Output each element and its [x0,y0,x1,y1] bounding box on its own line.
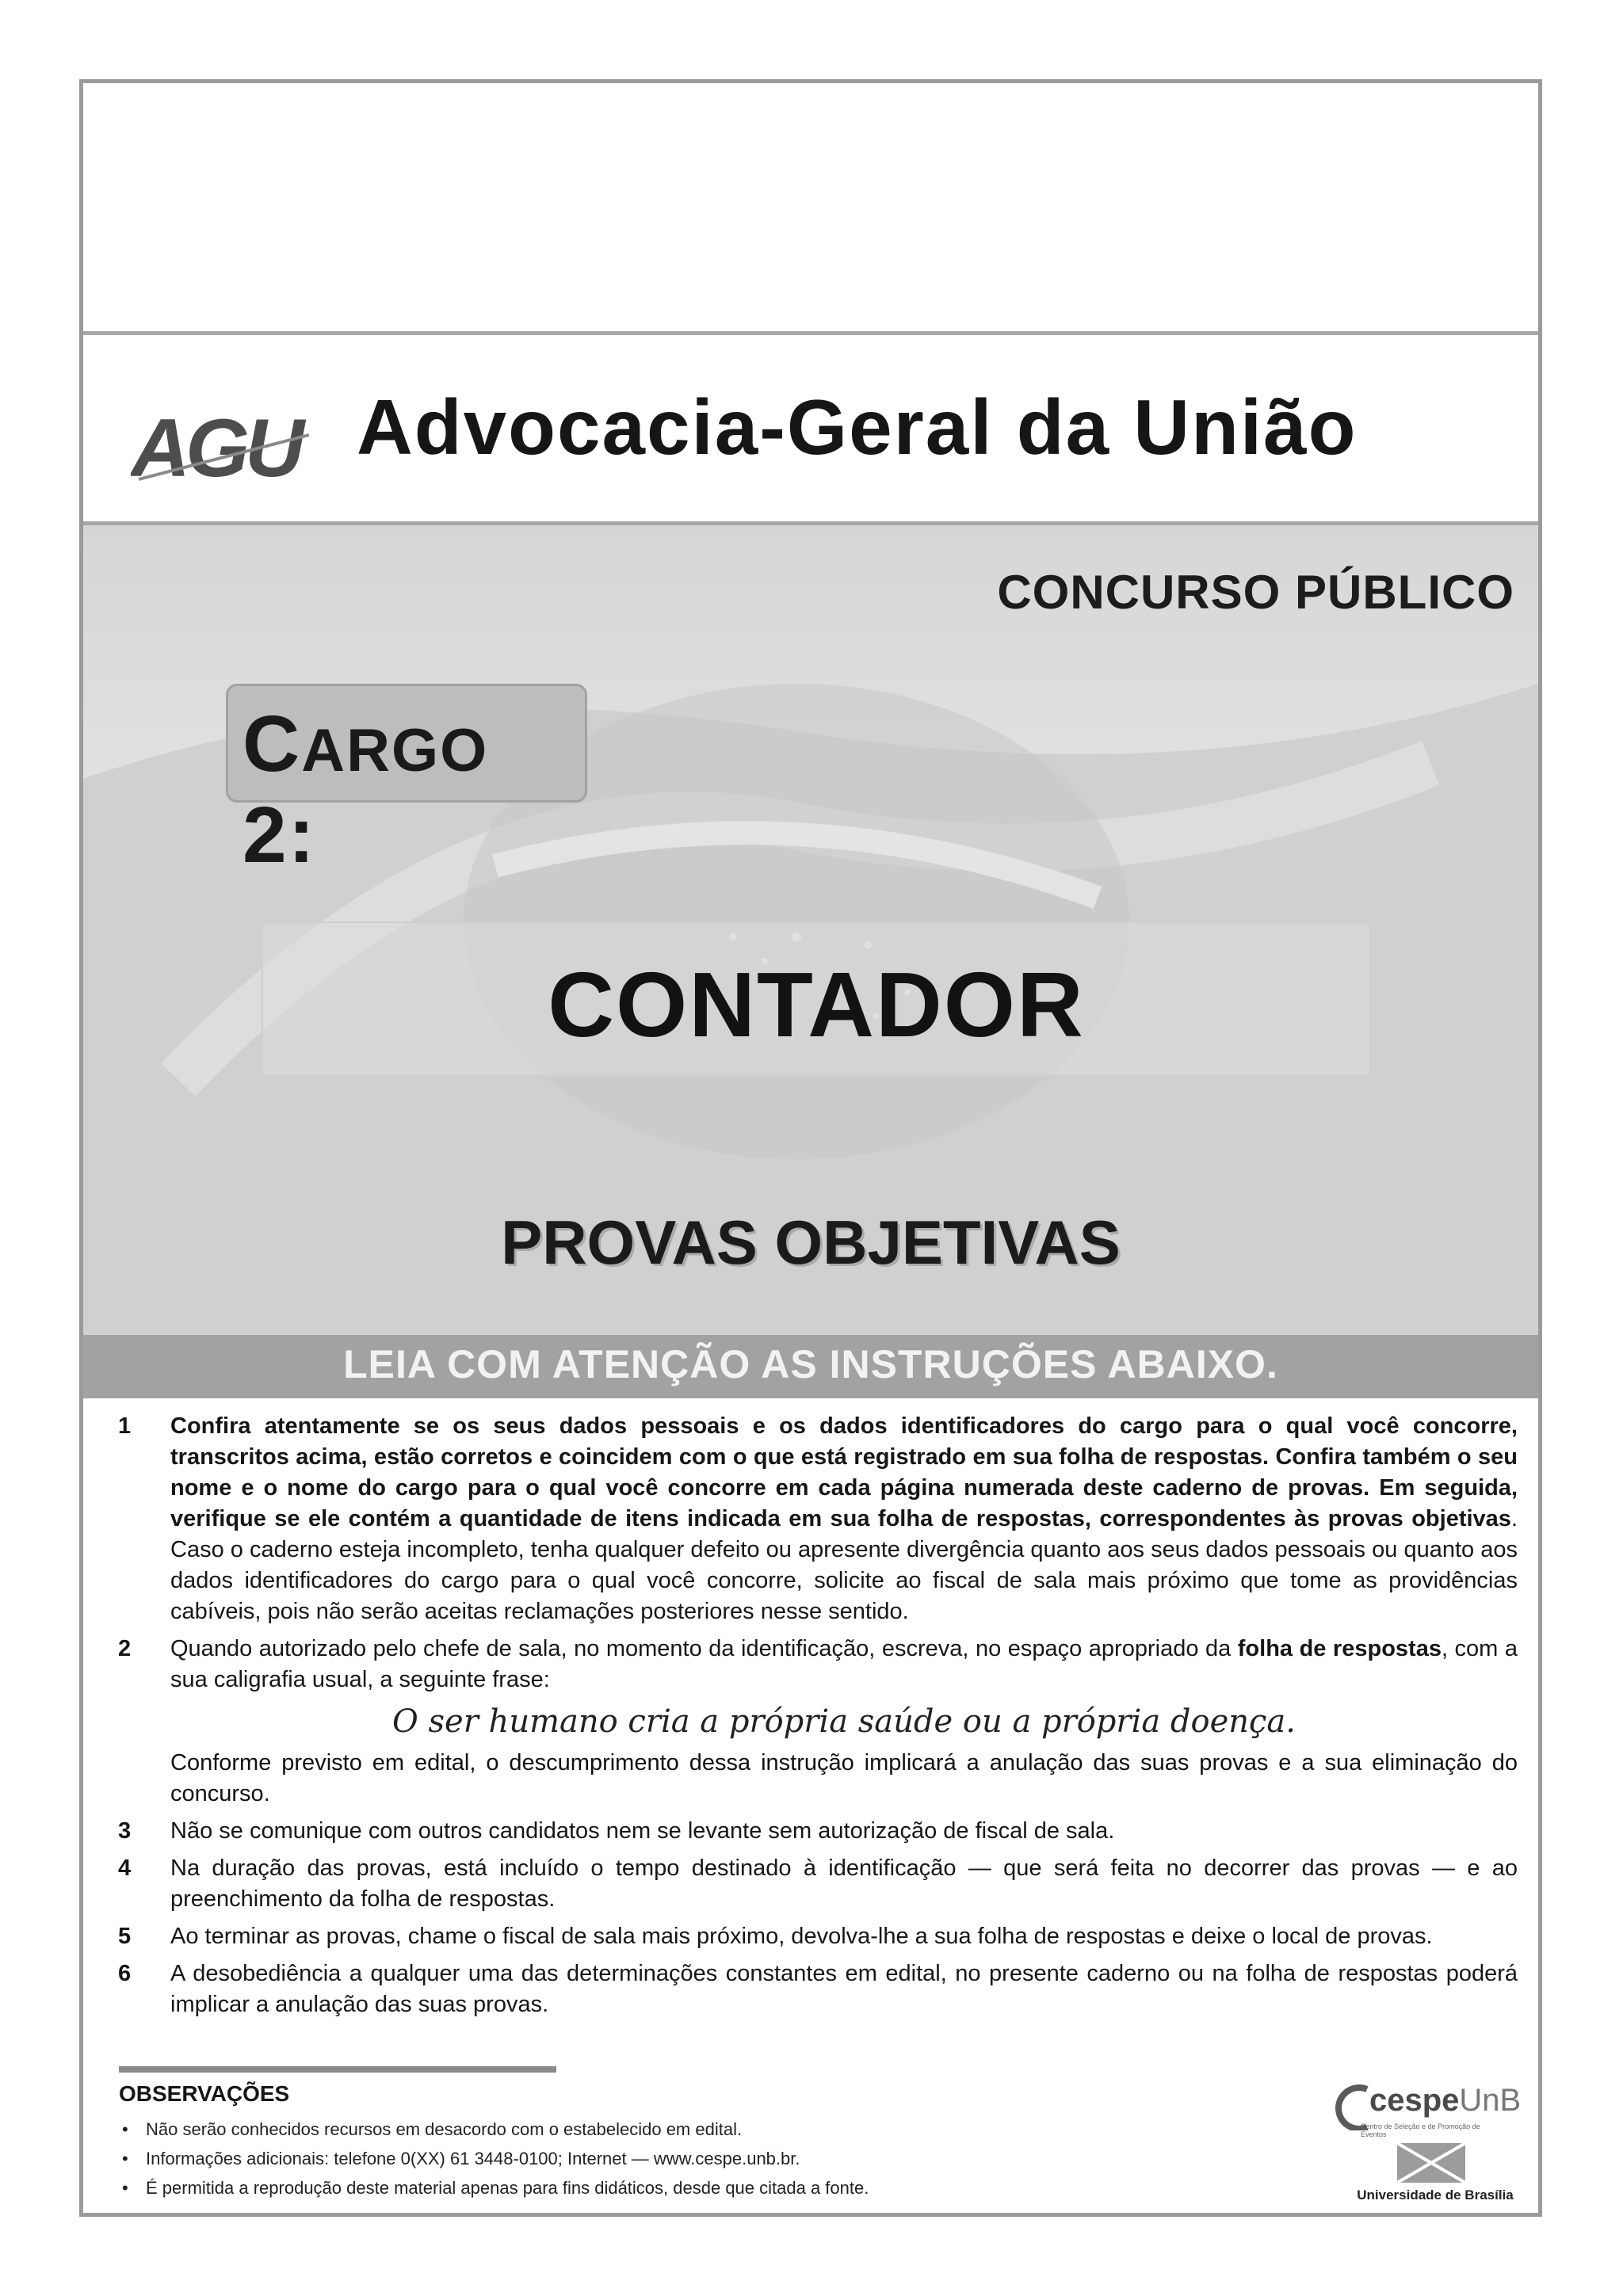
instruction-number: 4 [118,1855,132,1881]
instruction-2-bold: folha de respostas [1237,1636,1442,1661]
instruction-number: 6 [118,1961,132,1986]
cargo-rest: ARGO [301,717,489,784]
cargo-number: 2: [242,791,316,879]
instruction-number: 3 [118,1818,132,1844]
observation-item: • Informações adicionais: telefone 0(XX) 61 3448-0100; Internet — www.cespe.unb.br. [119,2144,869,2173]
position-title: CONTADOR [548,953,1085,1056]
university-name: Universidade de Brasília [1357,2187,1514,2203]
instruction-6-text: A desobediência a qualquer uma das determinações constantes em edital, no presente caderno ou na folha de respostas poderá implicar a anulação das suas provas. [170,1961,1518,2017]
cespe-name: cespe [1369,2083,1460,2118]
instruction-1-bold: Confira atentamente se os seus dados pessoais e os dados identificadores do cargo para o qual você concorre, transcritos acima, estão corretos e coincidem com o que está registrado em sua folha de respostas. Confira também o seu nome e o nome do cargo para o qual você concorre em cada página numerada deste caderno de provas. Em seguida, verifique se ele contém a quantidade de itens indicada em sua folha de respostas, correspondentes às provas objetivas [170,1413,1518,1531]
blank-header-area [83,83,1538,335]
instruction-2-text: Quando autorizado pelo chefe de sala, no momento da identificação, escreva, no espaço apropriado da [170,1636,1238,1661]
instruction-number: 5 [118,1924,132,1949]
observations-list [119,2115,869,2203]
cespe-wordmark [1369,2083,1521,2119]
instruction-5-text: Ao terminar as provas, chame o fiscal de sala mais próximo, devolva-lhe a sua folha de respostas e deixe o local de provas. [170,1924,1433,1949]
agu-logo-icon [131,403,313,490]
cargo-label [242,699,585,881]
agu-logo-text: AGU [131,403,300,490]
unb-logo-icon [1397,2143,1465,2183]
instruction-number: 1 [118,1413,132,1439]
instruction-item-1 [115,1411,1518,1627]
header-band [83,335,1538,525]
instruction-item-2 [115,1634,1518,1695]
concurso-publico-label: CONCURSO PÚBLICO [997,566,1514,619]
instruction-item-4 [115,1853,1518,1915]
instruction-1-text: . Caso o caderno esteja incompleto, tenha qualquer defeito ou apresente divergência quanto aos seus dados pessoais ou quanto aos dados identificadores do cargo para o qual você concorre, solicite ao fiscal de sala mais próximo que tome as providências cabíveis, pois não serão aceitas reclamações posteriores nesse sentido. [170,1506,1518,1624]
organization-title: Advocacia-Geral da União [357,383,1358,471]
observation-item: • É permitida a reprodução deste material apenas para fins didáticos, desde que citada a fonte. [119,2173,869,2203]
instruction-3-text: Não se comunique com outros candidatos nem se levante sem autorização de fiscal de sala. [170,1818,1115,1844]
observation-item: • Não serão conhecidos recursos em desacordo com o estabelecido em edital. [119,2115,869,2144]
cespe-subtitle: Centro de Seleção e de Promoção de Eventos [1361,2122,1480,2138]
position-box [262,921,1371,1077]
instruction-2-continuation: Conforme previsto em edital, o descumprimento dessa instrução implicará a anulação das suas provas e a sua eliminação do concurso. [170,1750,1518,1806]
instruction-item-6 [115,1958,1518,2020]
exam-type-title: PROVAS OBJETIVAS [501,1207,1121,1277]
instructions-banner-text: LEIA COM ATENÇÃO AS INSTRUÇÕES ABAIXO. [343,1342,1278,1386]
instructions-list [115,1411,1518,2027]
instruction-number: 2 [118,1636,132,1661]
instruction-2-tail: , com a sua caligrafia usual, a seguinte frase: [170,1636,1518,1692]
observations-divider [119,2066,556,2073]
cargo-first-letter: C [242,700,302,788]
handwriting-phrase: O ser humano cria a própria saúde ou a própria doença. [392,1703,1296,1740]
cargo-badge [226,684,587,879]
instruction-item-3 [115,1816,1518,1847]
observations-title: OBSERVAÇÕES [119,2081,290,2106]
instruction-4-text: Na duração das provas, está incluído o tempo destinado à identificação — que será feita no decorrer das provas — e ao preenchimento da folha de respostas. [170,1855,1518,1912]
exam-cover-page [79,79,1542,2217]
cespe-unb: UnB [1459,2083,1522,2118]
hero-section [83,525,1538,1335]
instruction-item-5 [115,1921,1518,1952]
instructions-banner [83,1335,1538,1398]
